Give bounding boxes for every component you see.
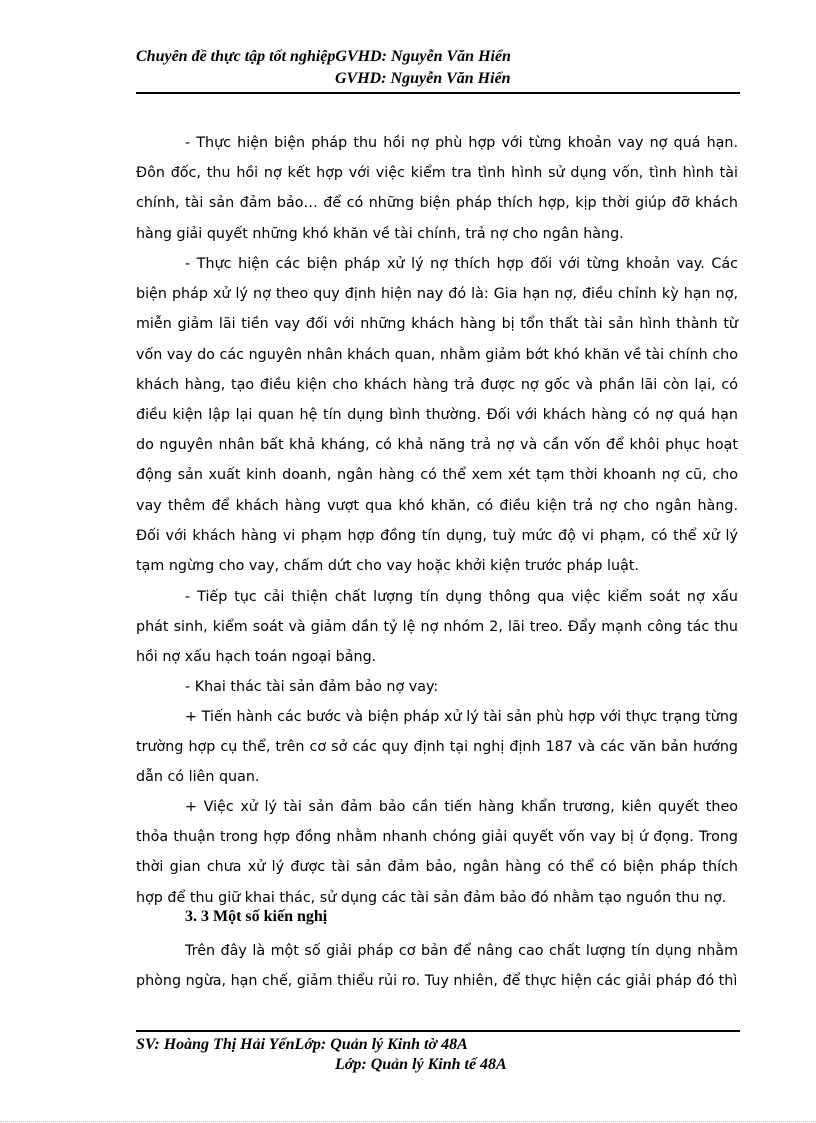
paragraph-credit-quality: - Tiếp tục cải thiện chất lượng tín dụng thông qua việc kiểm soát nợ xấu phát sinh, kiểm soát và giảm dần tỷ lệ nợ nhóm 2, lãi treo. Đẩy mạnh công tác thu hồi nợ xấu hạch toán ngoại bảng. <box>136 589 738 666</box>
paragraph-closing: Trên đây là một số giải pháp cơ bản để nâng cao chất lượng tín dụng nhằm phòng ngừa, hạn chế, giảm thiểu rủi ro. Tuy nhiên, để thực hiện các giải pháp đó thì <box>136 943 738 990</box>
paragraph-collateral-steps: + Tiến hành các bước và biện pháp xử lý tài sản phù hợp với thực trạng từng trường hợp cụ thể, trên cơ sở các quy định tại nghị định 187 và các văn bản hướng dẫn có liên quan. <box>136 709 738 786</box>
paragraph-collateral-title: - Khai thác tài sản đảm bảo nợ vay: <box>185 679 439 695</box>
paragraph-debt-recovery: - Thực hiện biện pháp thu hồi nợ phù hợp với từng khoản vay nợ quá hạn. Đôn đốc, thu hồi nợ kết hợp với việc kiểm tra tình hình sử dụng vốn, tình hình tài chính, tài sản đảm bảo… để có những biện pháp thích hợp, kịp thời giúp đỡ khách hàng giải quyết những khó khăn về tài chính, trả nợ cho ngân hàng. <box>136 135 738 242</box>
header-line-2: GVHD: Nguyễn Văn Hiển <box>335 70 511 87</box>
page-edge <box>0 1121 816 1122</box>
footer-line-1: SV: Hoàng Thị Hải YếnLớp: Quản lý Kinh tờ 48A <box>136 1036 468 1053</box>
paragraph-debt-handling: - Thực hiện các biện pháp xử lý nợ thích hợp đối với từng khoản vay. Các biện pháp xử lý nợ theo quy định hiện nay đó là: Gia hạn nợ, điều chỉnh kỳ hạn nợ, miễn giảm lãi tiền vay đối với những khách hàng bị tổn thất tài sản hình thành từ vốn vay do các nguyên nhân khách quan, nhằm giảm bớt khó khăn về tài chính cho khách hàng, tạo điều kiện cho khách hàng trả được nợ gốc và phần lãi còn lại, có điều kiện lập lại quan hệ tín dụng bình thường. Đối với khách hàng có nợ quá hạn do nguyên nhân bất khả kháng, có khả năng trả nợ và cần vốn để khôi phục hoạt động sản xuất kinh doanh, ngân hàng có thể xem xét tạm thời khoanh nợ cũ, cho vay thêm để khách hàng vượt qua khó khăn, có điều kiện trả nợ cho ngân hàng. Đối với khách hàng vi phạm hợp đồng tín dụng, tuỳ mức độ vi phạm, có thể xử lý tạm ngừng cho vay, chấm dứt cho vay hoặc khởi kiện trước pháp luật. <box>136 256 738 575</box>
footer-line-2: Lớp: Quản lý Kinh tế 48A <box>335 1056 507 1073</box>
footer-rule <box>136 1030 740 1032</box>
header-rule <box>136 92 740 94</box>
header-line-1: Chuyên đề thực tập tốt nghiệpGVHD: Nguyễn Văn Hiển <box>136 48 511 65</box>
section-heading: 3. 3 Một số kiến nghị <box>185 908 328 925</box>
paragraph-collateral-handling: + Việc xử lý tài sản đảm bảo cần tiến hàng khẩn trương, kiên quyết theo thỏa thuận trong hợp đồng nhằm nhanh chóng giải quyết vốn vay bị ứ đọng. Trong thời gian chưa xử lý được tài sản đảm bảo, ngân hàng có thể có biện pháp thích hợp để thu giữ khai thác, sử dụng các tài sản đảm bảo đó nhằm tạo nguồn thu nợ. <box>136 799 738 906</box>
